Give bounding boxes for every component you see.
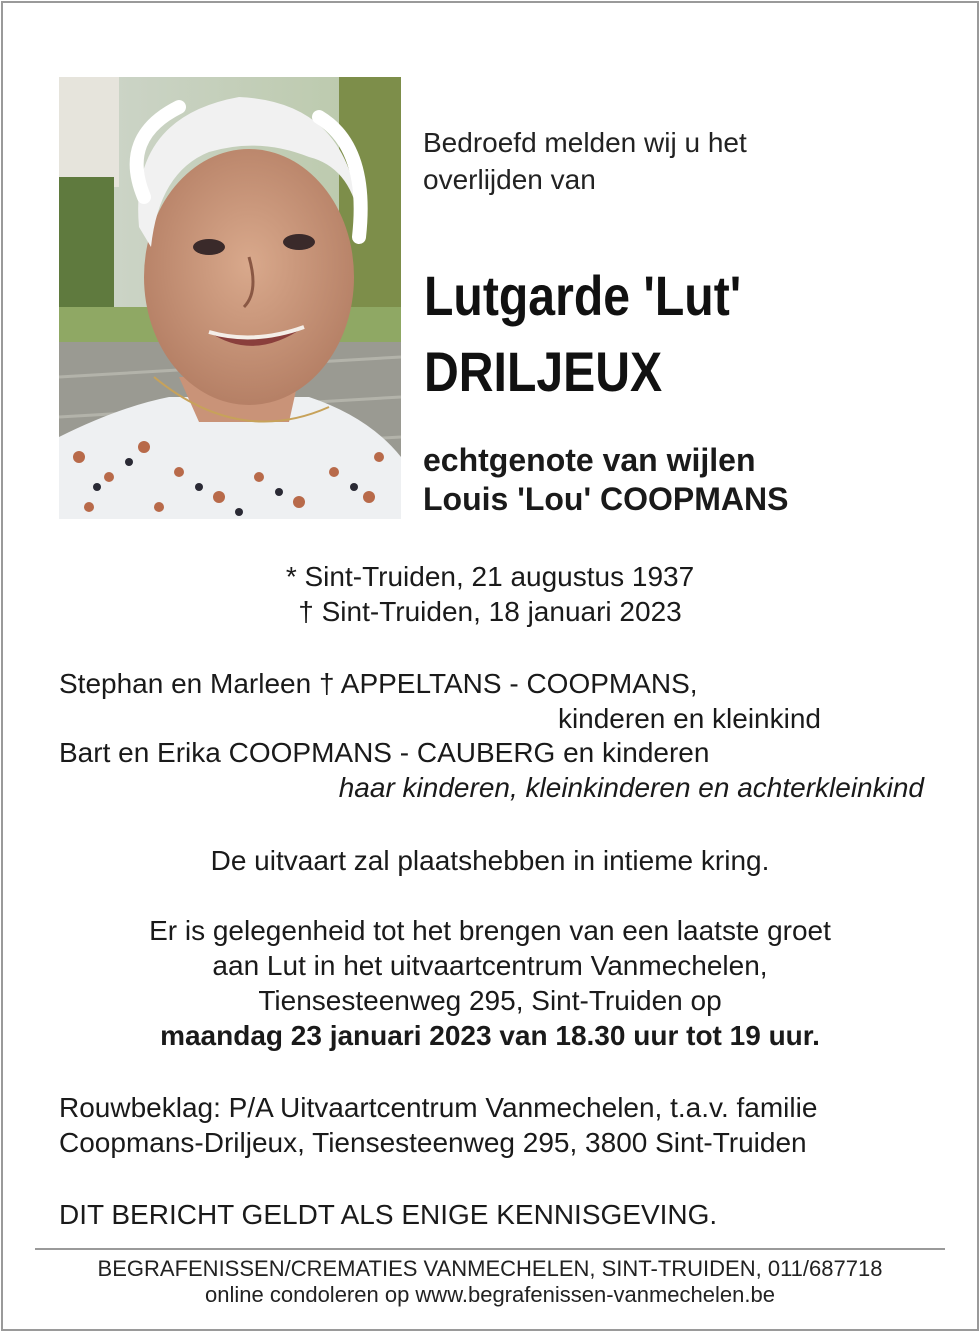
visitation-info bbox=[0, 913, 980, 1053]
condolence-line: Coopmans-Driljeux, Tiensesteenweg 295, 3800 Sint-Truiden bbox=[59, 1126, 807, 1158]
intro-text bbox=[423, 124, 943, 198]
spouse-relation: echtgenote van wijlen bbox=[423, 442, 756, 478]
visitation-line: Tiensesteenweg 295, Sint-Truiden op bbox=[258, 985, 722, 1016]
intro-line: overlijden van bbox=[423, 164, 596, 195]
spouse-info bbox=[423, 441, 963, 519]
deceased-surname: DRILJEUX bbox=[424, 340, 663, 403]
intro-line: Bedroefd melden wij u het bbox=[423, 127, 747, 158]
family-line: Stephan en Marleen † APPELTANS - COOPMANS, bbox=[59, 668, 698, 699]
family-list bbox=[59, 667, 929, 805]
visitation-line: aan Lut in het uitvaartcentrum Vanmechelen, bbox=[212, 950, 768, 981]
deceased-first-name: Lutgarde 'Lut' bbox=[424, 264, 742, 327]
official-notice: DIT BERICHT GELDT ALS ENIGE KENNISGEVING. bbox=[59, 1199, 718, 1230]
death-date: † Sint-Truiden, 18 januari 2023 bbox=[298, 596, 682, 627]
footer bbox=[0, 1256, 980, 1308]
visitation-datetime: maandag 23 januari 2023 van 18.30 uur tot 19 uur. bbox=[160, 1020, 820, 1051]
family-line: kinderen en kleinkind bbox=[557, 702, 821, 734]
deceased-name bbox=[424, 258, 871, 410]
visitation-line: Er is gelegenheid tot het brengen van een laatste groet bbox=[149, 915, 831, 946]
online-condolence-link[interactable]: online condoleren op www.begrafenissen-vanmechelen.be bbox=[205, 1282, 775, 1307]
family-line: Bart en Erika COOPMANS - CAUBERG en kinderen bbox=[59, 737, 710, 768]
portrait-photo bbox=[59, 77, 401, 519]
divider bbox=[35, 1248, 945, 1250]
spouse-name: Louis 'Lou' COOPMANS bbox=[423, 481, 789, 517]
condolence-address bbox=[59, 1091, 939, 1160]
condolence-line: Rouwbeklag: P/A Uitvaartcentrum Vanmechelen, t.a.v. familie bbox=[59, 1092, 818, 1123]
family-summary: haar kinderen, kleinkinderen en achterkleinkind bbox=[338, 771, 924, 803]
birth-date: * Sint-Truiden, 21 augustus 1937 bbox=[285, 561, 695, 592]
life-dates bbox=[0, 559, 980, 629]
funeral-notice: De uitvaart zal plaatshebben in intieme kring. bbox=[210, 845, 770, 876]
funeral-home-contact: BEGRAFENISSEN/CREMATIES VANMECHELEN, SINT-TRUIDEN, 011/687718 bbox=[97, 1256, 883, 1281]
